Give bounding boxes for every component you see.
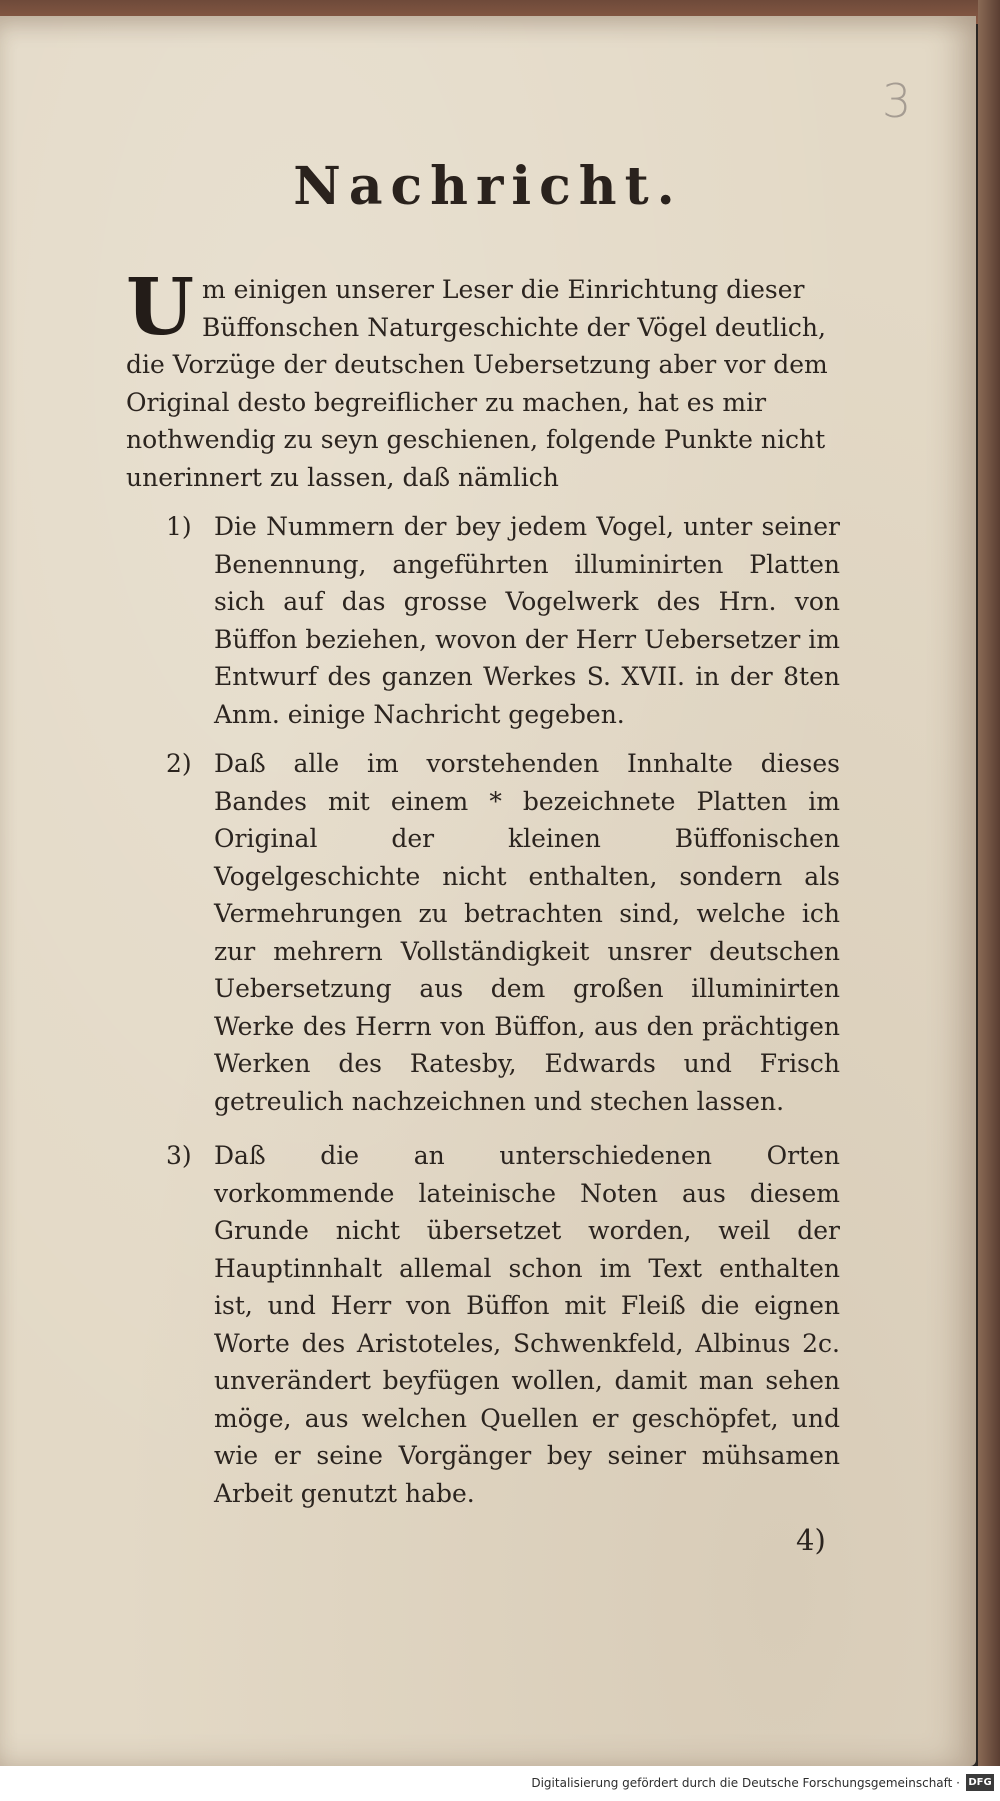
scanned-page	[0, 16, 976, 1766]
item-number: 2)	[166, 749, 192, 778]
list-item	[166, 1137, 840, 1512]
book-right-edge	[978, 0, 1000, 1801]
item-text: Die Nummern der bey jedem Vogel, unter seiner Benennung, angeführten illuminirten Platten sich auf das grosse Vogelwerk des Hrn. von Büffon beziehen, wovon der Herr Uebersetzer im Entwurf des ganzen Werkes S. XVII. in der 8ten Anm. einige Nachricht gegeben.	[214, 512, 840, 729]
catchword: 4)	[796, 1523, 826, 1557]
intro-paragraph	[126, 262, 832, 496]
item-number: 3)	[166, 1141, 192, 1170]
item-number: 1)	[166, 512, 192, 541]
page-title: Nachricht.	[293, 156, 683, 217]
page-number: 3	[882, 74, 912, 128]
list-item	[166, 508, 840, 733]
item-text: Daß die an unterschiedenen Orten vorkommende lateinische Noten aus diesem Grunde nicht übersetzet worden, weil der Hauptinnhalt allemal schon im Text enthalten ist, und Herr von Büffon mit Fleiß die eignen Worte des Aristoteles, Schwenkfeld, Albinus 2c. unverändert beyfügen wollen, damit man sehen möge, aus welchen Quellen er geschöpfet, und wie er seine Vorgänger bey seiner mühsamen Arbeit genutzt habe.	[214, 1141, 840, 1508]
digitization-footer	[0, 1766, 1000, 1801]
list-item	[166, 745, 840, 1120]
item-text: Daß alle im vorstehenden Innhalte dieses Bandes mit einem * bezeichnete Platten im Original der kleinen Büffonischen Vogelgeschichte nicht enthalten, sondern als Vermehrungen zu betrachten sind, welche ich zur mehrern Vollständigkeit unsrer deutschen Uebersetzung aus dem großen illuminirten Werke des Herrn von Büffon, aus den prächtigen Werken des Ratesby, Edwards und Frisch getreulich nachzeichnen und stechen lassen.	[214, 749, 840, 1116]
drop-cap: U	[126, 262, 195, 353]
dfg-logo: DFG	[966, 1774, 994, 1791]
intro-text: m einigen unserer Leser die Einrichtung dieser Büffonschen Naturgeschichte der Vögel deutlich, die Vorzüge der deutschen Uebersetzung aber vor dem Original desto begreiflicher zu machen, hat es mir nothwendig zu seyn geschienen, folgende Punkte nicht unerinnert zu lassen, daß nämlich	[126, 275, 828, 492]
funding-credit: Digitalisierung gefördert durch die Deutsche Forschungsgemeinschaft ·	[531, 1776, 960, 1790]
